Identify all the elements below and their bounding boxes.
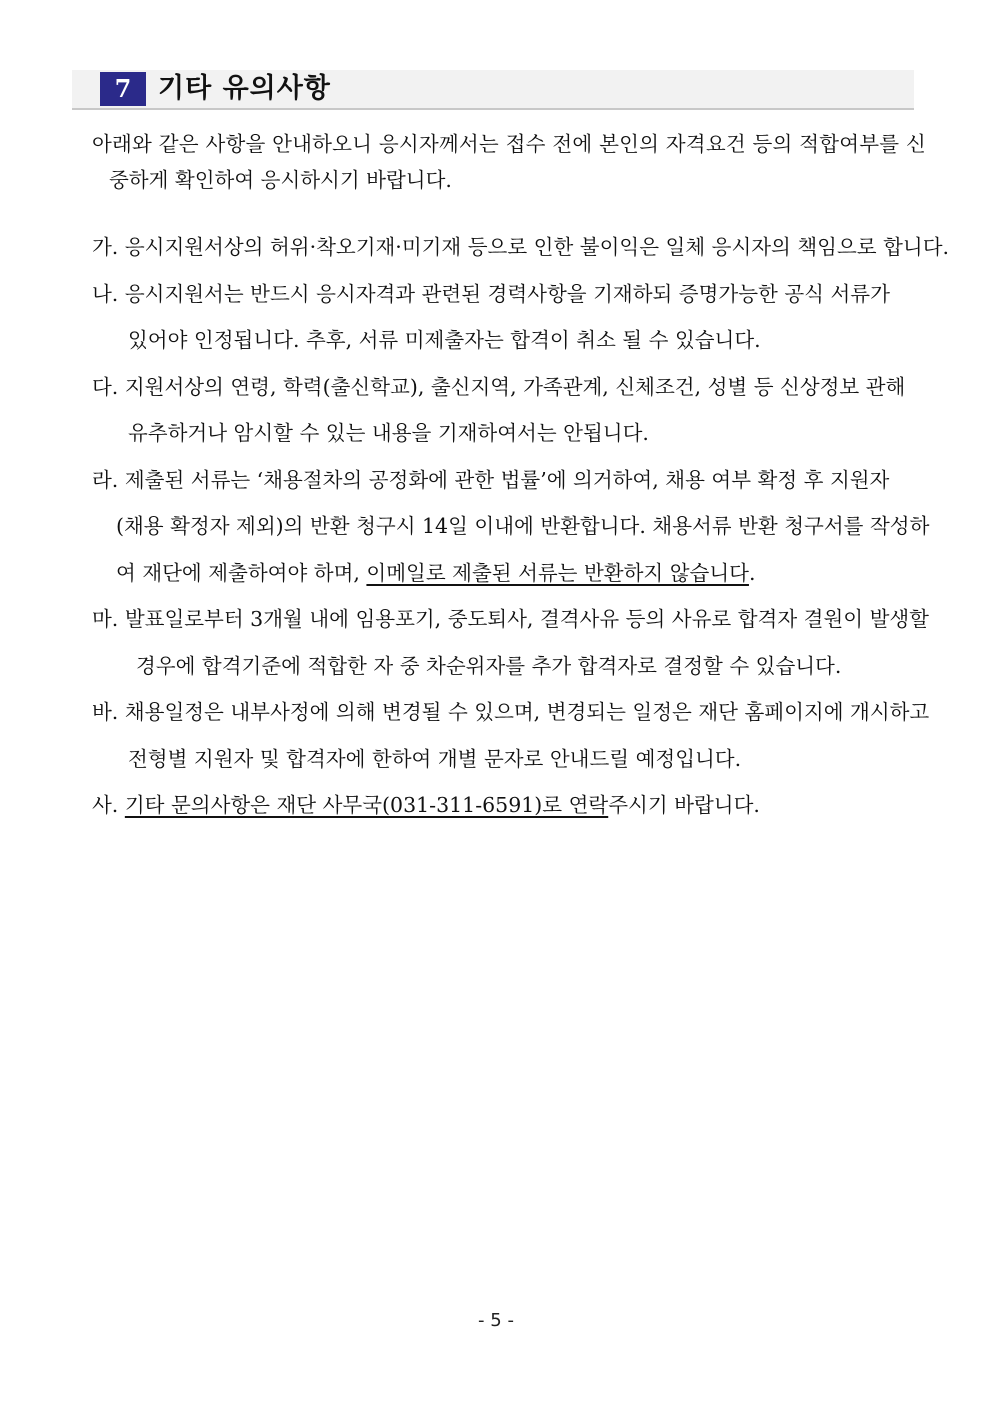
notice-item-sa-rest: 주시기 바랍니다.	[608, 793, 760, 817]
notice-item-ma	[92, 596, 929, 689]
contact-info: 기타 문의사항은 재단 사무국(031-311-6591)로 연락	[124, 793, 609, 817]
notice-item-ra-line-1: 라. 제출된 서류는 ‘채용절차의 공정화에 관한 법률’에 의거하여, 채용 여부 확정 후 지원자	[92, 467, 890, 492]
notice-item-da-line-1: 다. 지원서상의 연령, 학력(출신학교), 출신지역, 가족관계, 신체조건, 성별 등 신상정보 관해	[92, 374, 906, 399]
notice-item-ma-line-1: 마. 발표일로부터 3개월 내에 임용포기, 중도퇴사, 결격사유 등의 사유로 합격자 결원이 발생할	[92, 607, 929, 631]
notice-item-da-line-2: 유추하거나 암시할 수 있는 내용을 기재하여서는 안됩니다.	[128, 421, 649, 445]
email-return-notice: 이메일로 제출된 서류는 반환하지 않습니다	[366, 560, 749, 585]
notice-item-na-line-2: 있어야 인정됩니다. 추후, 서류 미제출자는 합격이 취소 될 수 있습니다.	[128, 328, 761, 352]
intro-line-2: 중하게 확인하여 응시하시기 바랍니다.	[109, 168, 452, 192]
notice-item-ma-line-2: 경우에 합격기준에 적합한 자 중 차순위자를 추가 합격자로 결정할 수 있습니다.	[136, 653, 842, 678]
section-header	[72, 70, 914, 110]
notice-item-da	[92, 364, 922, 457]
notice-item-na-line-1: 나. 응시지원서는 반드시 응시자격과 관련된 경력사항을 기재하되 증명가능한 공식 서류가	[92, 281, 890, 306]
notice-item-ra-line-3-text: 여 재단에 제출하여야 하며,	[116, 560, 367, 585]
notice-item-ra-line-3	[92, 550, 922, 597]
notice-item-sa-line-1	[92, 782, 922, 829]
notice-list	[92, 224, 950, 829]
intro-line-1: 아래와 같은 사항을 안내하오니 응시자께서는 접수 전에 본인의 자격요건 등의 적합여부를 신	[92, 132, 926, 156]
notice-item-sa	[92, 782, 922, 829]
notice-item-ra	[92, 457, 930, 597]
notice-item-ga	[92, 224, 950, 271]
section-header-divider	[72, 108, 914, 110]
notice-item-ba-line-2: 전형별 지원자 및 합격자에 한하여 개별 문자로 안내드릴 예정입니다.	[128, 746, 742, 771]
intro-paragraph	[92, 126, 926, 198]
notice-item-ba	[92, 689, 930, 782]
notice-item-ba-line-1: 바. 채용일정은 내부사정에 의해 변경될 수 있으며, 변경되는 일정은 재단 홈페이지에 개시하고	[92, 700, 930, 724]
section-number-badge: 7	[100, 72, 146, 106]
notice-item-sa-prefix: 사.	[92, 793, 125, 817]
page-number: - 5 -	[478, 1310, 514, 1331]
notice-item-ra-line-3-end: .	[748, 560, 756, 585]
section-title: 기타 유의사항	[158, 73, 331, 104]
notice-item-ga-line-1: 가. 응시지원서상의 허위·착오기재·미기재 등으로 인한 불이익은 일체 응시자의 책임으로 합니다.	[92, 235, 950, 259]
notice-item-ra-line-2: (채용 확정자 제외)의 반환 청구시 14일 이내에 반환합니다. 채용서류 반환 청구서를 작성하	[116, 514, 930, 538]
notice-item-na	[92, 271, 922, 364]
